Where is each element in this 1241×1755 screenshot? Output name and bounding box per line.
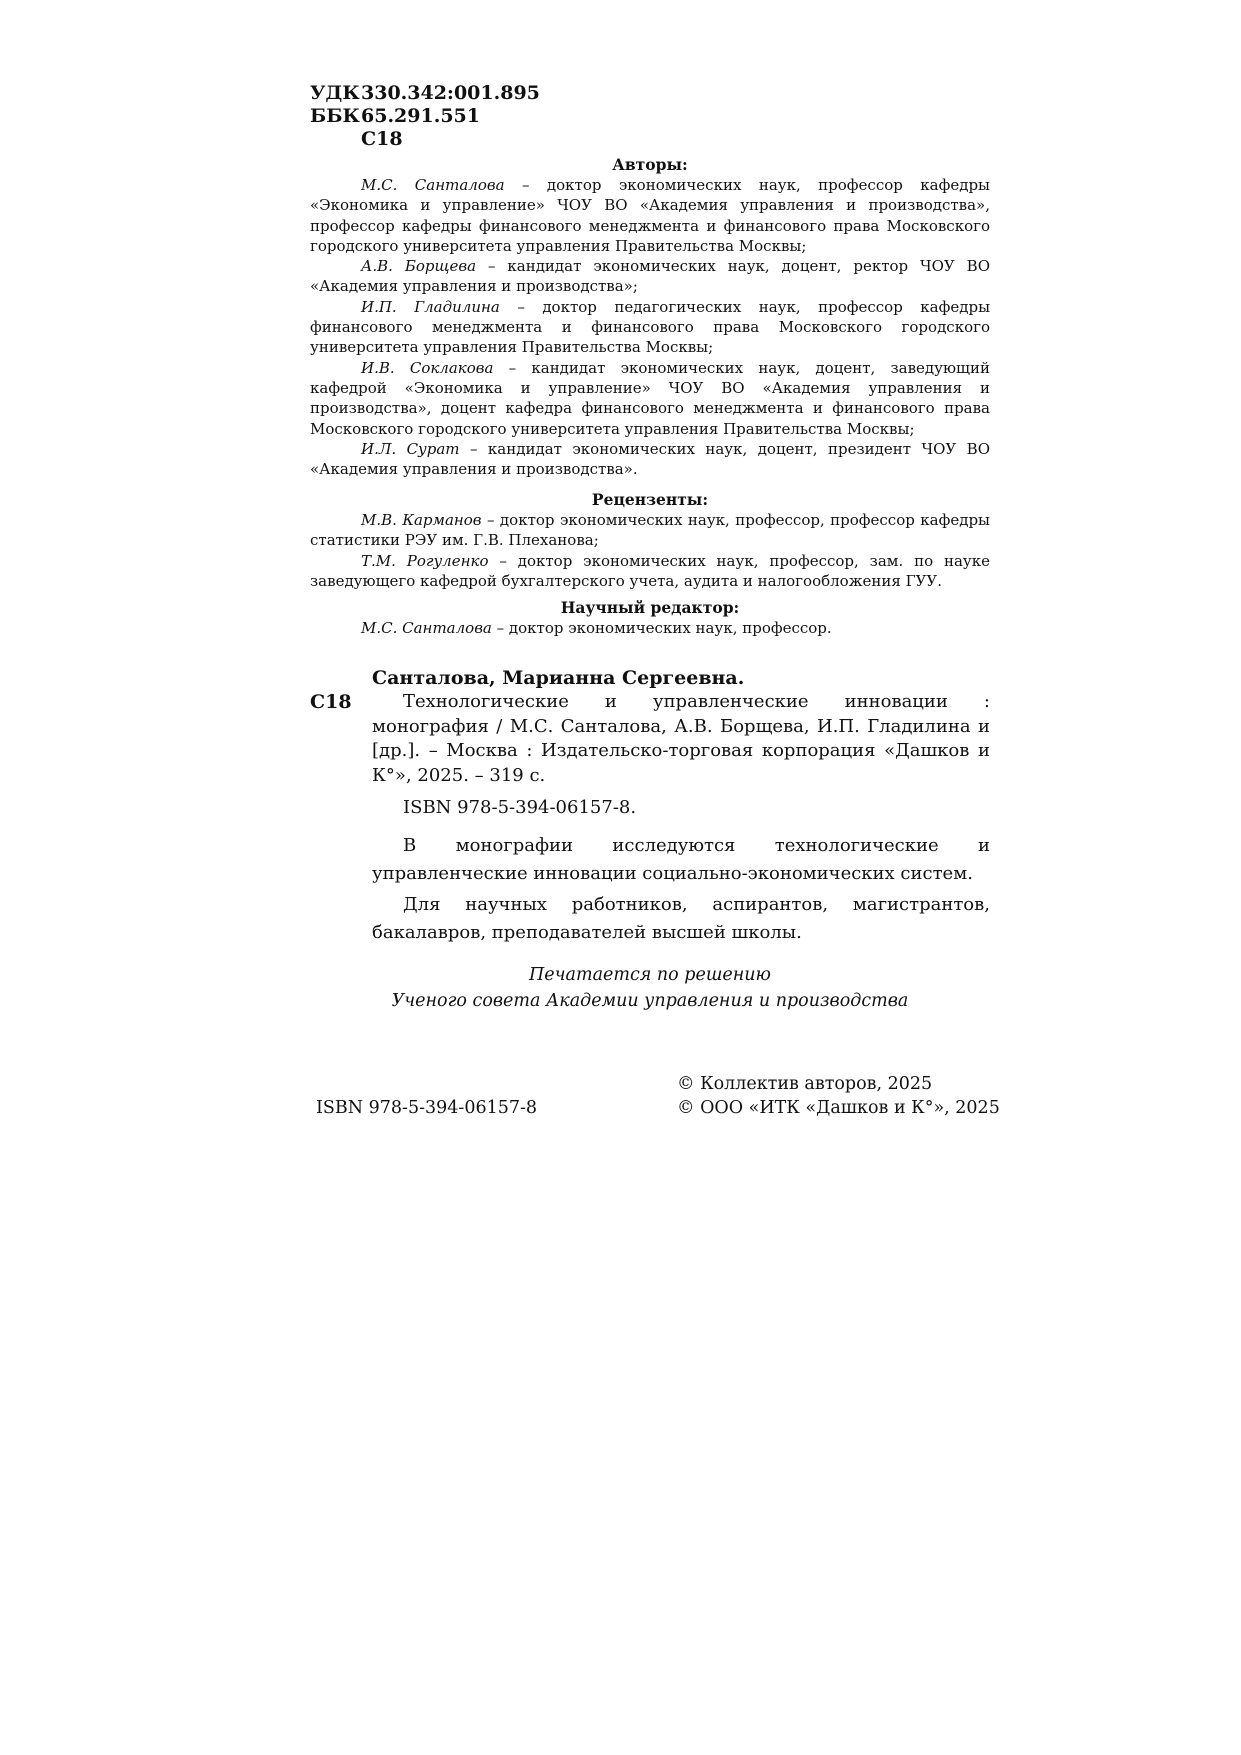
editor-name: М.С. Санталова [361,619,492,637]
editor-heading: Научный редактор: [560,598,740,617]
authors-section [310,155,990,479]
author-name: М.С. Санталова [361,176,505,194]
reviewers-section [310,490,990,591]
author-entry [310,256,990,297]
author-description: – доктор экономических наук, профессор кафедры «Экономика и управление» ЧОУ ВО «Академия управления и производства», профессор кафедры финансового менеджмента и финансового права Московского городского университета управления Правительства Москвы; [310,176,990,255]
reviewer-name: Т.М. Рогуленко [361,551,489,570]
author-name: И.П. Гладилина [361,297,500,316]
card-annotation: В монографии исследуются технологические и управленческие инновации социально-экономических систем. [372,835,990,884]
card-author: Санталова, Марианна Сергеевна. [372,667,745,689]
author-entry [310,358,990,439]
udk-value: 330.342:001.895 [361,82,540,104]
author-description: – кандидат экономических наук, доцент, ректор ЧОУ ВО «Академия управления и производства»; [310,257,990,296]
author-name: А.В. Борщева [361,257,477,276]
udk-row [310,82,540,105]
authors-heading: Авторы: [612,155,688,174]
author-name: И.Л. Сурат [361,439,460,458]
author-name: И.В. Соклакова [361,358,494,377]
editor-description: – доктор экономических наук, профессор. [491,619,832,637]
bbk-row [310,105,540,128]
footer-isbn: ISBN 978-5-394-06157-8 [316,1098,538,1118]
udk-label: УДК [310,82,360,104]
editor-entry [310,618,990,638]
author-entry [310,175,990,256]
copyright-publisher: © ООО «ИТК «Дашков и К°», 2025 [677,1098,1000,1118]
author-entry [310,439,990,480]
author-description: – кандидат экономических наук, доцент, заведующий кафедрой «Экономика и управление» ЧОУ ВО «Академия управления и производства», доцент кафедра финансового менеджмента и финансового права Московского городского университета управления Правительства Москвы; [310,358,990,438]
classification-codes [310,82,540,151]
author-description: – доктор педагогических наук, профессор кафедры финансового менеджмента и финансового права Московского городского университета управления Правительства Москвы; [310,297,991,357]
reviewers-heading: Рецензенты: [591,490,709,509]
imprint-line-2: Ученого совета Академии управления и производства [391,991,909,1011]
card-author-sign: С18 [310,691,352,713]
card-audience: Для научных работников, аспирантов, магистрантов, бакалавров, преподавателей высшей школы. [372,894,990,943]
editor-section [310,598,990,638]
author-sign: С18 [361,128,403,150]
copyright-block [677,1072,1000,1120]
card-isbn: ISBN 978-5-394-06157-8. [403,797,637,818]
reviewer-name: М.В. Карманов [361,511,482,529]
bbk-value: 65.291.551 [361,105,480,127]
imprint-line-1: Печатается по решению [529,965,771,985]
bbk-label: ББК [310,105,360,127]
author-description: – кандидат экономических наук, доцент, президент ЧОУ ВО «Академия управления и производства». [310,439,990,479]
reviewer-entry [310,551,990,592]
reviewer-description: – доктор экономических наук, профессор, профессор кафедры статистики РЭУ им. Г.В. Плеханова; [310,511,990,550]
card-bibliographic-description: Технологические и управленческие инновации : монография / М.С. Санталова, А.В. Борщева, И.П. Гладилина и [др.]. – Москва : Издательско-торговая корпорация «Дашков и К°», 2025. – 319 с. [372,691,990,786]
reviewer-entry [310,510,990,551]
imprint-note [310,962,990,1014]
author-entry [310,297,990,358]
copyright-authors: © Коллектив авторов, 2025 [677,1074,933,1094]
reviewer-description: – доктор экономических наук, профессор, зам. по науке заведующего кафедрой бухгалтерского учета, аудита и налогообложения ГУУ. [310,551,990,590]
